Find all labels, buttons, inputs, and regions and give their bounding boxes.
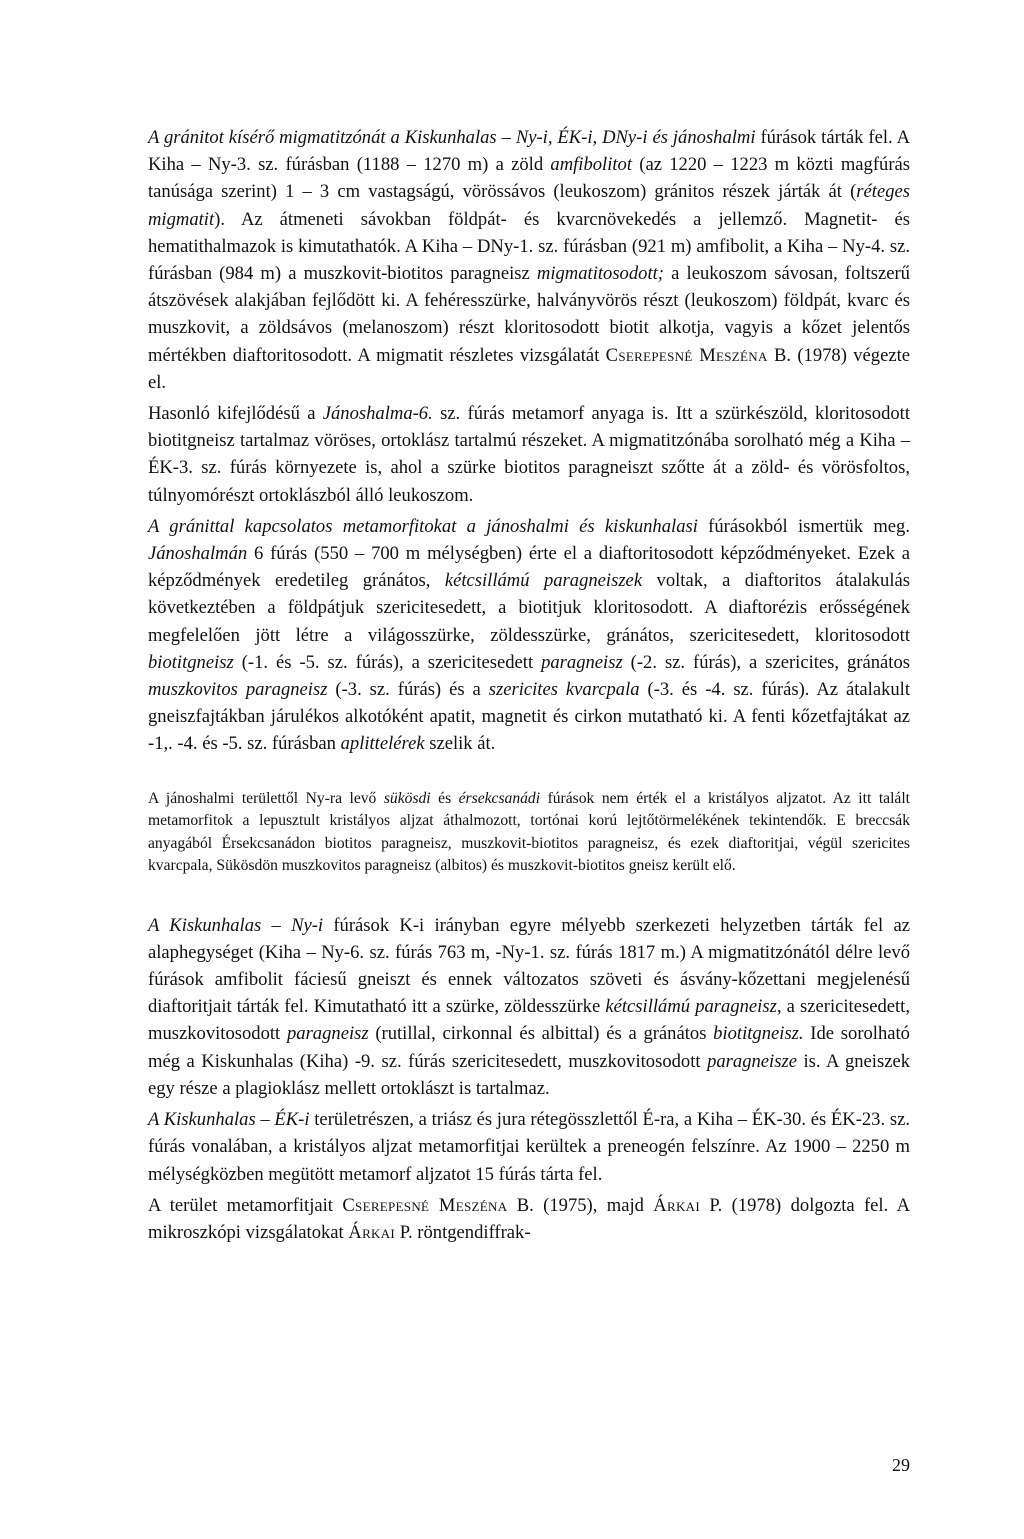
- text-run: a szericitesedett, muszkovitosodott: [148, 996, 910, 1045]
- italic-term: A gránittal kapcsolatos metamorfitokat a jánoshalmi és kiskunhalasi: [148, 515, 698, 537]
- text-run: A terület metamorfitjait: [148, 1194, 343, 1216]
- text-run: voltak, a diaftoritos átalakulás következtében a földpátjuk szericitesedett, a biotitjuk kloritosodott. A diaftorézis erősségének megfelelően jött létre a világosszürke, zöldesszürke, gránátos, szericitesedett, kloritosodott: [148, 570, 910, 646]
- italic-term: paragneisz: [286, 1023, 369, 1045]
- text-run: (-2. sz. fúrás), a szericites, gránátos: [622, 651, 910, 673]
- italic-term: amfibolitot: [550, 154, 633, 176]
- paragraph-3: [148, 513, 910, 758]
- text-run: P. (1978) dolgozta fel. A mikroszkópi vizsgálatokat: [148, 1194, 911, 1243]
- text-run: ). Az átmeneti sávokban földpát- és kvarcnövekedés a jellemző. Magnetit- és hematithalmazok is kimutathatók. A Kiha – DNy-1. sz. fúrásban (921 m) amfibolit, a Kiha – Ny-4. sz. fúrásban (984 m) a muszkovit-biotitos paragneisz: [148, 208, 910, 285]
- italic-term: Jánoshalma-6.: [322, 403, 433, 425]
- italic-term: paragneisz: [541, 651, 623, 673]
- text-run: B. (1978) végezte el.: [148, 344, 911, 393]
- text-run: B. (1975), majd: [507, 1194, 654, 1216]
- text-run: a leukoszom sávosan, foltszerű átszövések alakjában fejlődött ki. A fehéresszürke, halványvörös részt (leukoszom) földpát, kvarc és muszkovit, a zöldsávos (melanoszom) részt kloritosodott biotit alkotja, vagyis a kőzet jelentős mértékben diaftoritosodott. A migmatit részletes vizsgálatát: [148, 263, 910, 366]
- main-text-upper: [148, 124, 910, 758]
- text-run: (az 1220 – 1223 m közti magfúrás tanúsága szerint) 1 – 3 cm vastagságú, vörössávos (leukoszom) gránitos részek járták át (: [148, 154, 911, 203]
- author-name: Cserepesné Meszéna: [605, 344, 768, 366]
- italic-term: paragneisze: [707, 1050, 797, 1072]
- paragraph-2: [148, 400, 910, 509]
- italic-term: érsekcsanádi: [458, 789, 541, 807]
- italic-term: sükösdi: [383, 789, 431, 807]
- text-run: A jánoshalmi területtől Ny-ra levő: [148, 789, 384, 807]
- author-name: Árkai: [348, 1221, 396, 1243]
- text-run: fúrásokból ismertük meg.: [697, 515, 910, 537]
- italic-term: kétcsillámú paragneiszek: [444, 570, 643, 592]
- small-print-note: [148, 788, 910, 878]
- text-run: is. A gneiszek egy része a plagioklász mellett ortoklászt is tartalmaz.: [148, 1050, 911, 1099]
- text-run: 6 fúrás (550 – 700 m mélységben) érte el a diaftoritosodott képződményeket. Ezek a képződmények eredetileg gránátos,: [148, 543, 910, 592]
- page-number: 29: [892, 1455, 910, 1475]
- italic-term: migmatitosodott;: [536, 263, 664, 285]
- text-run: fúrások K-i irányban egyre mélyebb szerkezeti helyzetben tárták fel az alaphegységet (Kiha – Ny-6. sz. fúrás 763 m, -Ny-1. sz. fúrás 1817 m.) A migmatitzónától délre levő fúrások amfibolit fáciesű gneiszt és ennek változatos szöveti és ásvány-kőzettani megjelenésű diaftoritjait tárták fel. Kimutatható itt a szürke, zöldesszürke: [148, 914, 910, 1018]
- italic-term: kétcsillámú paragneisz,: [605, 996, 782, 1018]
- paragraph-6: [148, 1192, 910, 1246]
- text-run: Ide sorolható még a Kiskunhalas (Kiha) -9. sz. fúrás szericitesedett, muszkovitosodott: [148, 1023, 910, 1072]
- text-run: (-3. sz. fúrás) és a: [327, 679, 489, 701]
- italic-term: Jánoshalmán: [148, 543, 248, 565]
- italic-term: muszkovitos paragneisz: [148, 679, 328, 701]
- italic-term: szericites kvarcpala: [488, 679, 640, 701]
- paragraph-4: [148, 912, 910, 1102]
- italic-term: biotitgneisz.: [713, 1023, 804, 1045]
- text-run: területrészen, a triász és jura rétegösszlettől É-ra, a Kiha – ÉK-30. és ÉK-23. sz. fúrás vonalában, a kristályos aljzat metamorfitjai kerültek a preneogén felszínre. Az 1900 – 2250 m mélységközben megütött metamorf aljzatot 15 fúrás tárta fel.: [148, 1109, 910, 1185]
- italic-term: A Kiskunhalas – Ny-i: [148, 914, 324, 936]
- text-run: (-1. és -5. sz. fúrás), a szericitesedett: [233, 651, 542, 673]
- paragraph-5: [148, 1106, 910, 1188]
- text-run: fúrások tárták fel. A Kiha – Ny-3. sz. fúrásban (1188 – 1270 m) a zöld: [148, 127, 910, 176]
- text-run: és: [430, 789, 459, 807]
- author-name: Cserepesné Meszéna: [342, 1194, 508, 1216]
- italic-term: A gránitot kísérő migmatitzónát a Kiskunhalas – Ny-i, ÉK-i, DNy-i és jánoshalmi: [148, 127, 756, 148]
- italic-term: A Kiskunhalas – ÉK-i: [148, 1109, 310, 1131]
- text-run: (-3. és -4. sz. fúrás). Az átalakult gneiszfajtákban járulékos alkotóként apatit, magnetit és cirkon mutatható ki. A fenti kőzetfajtákat az -1,. -4. és -5. sz. fúrásban: [148, 679, 910, 755]
- text-run: (rutillal, cirkonnal és albittal) és a gránátos: [368, 1023, 714, 1045]
- italic-term: réteges migmatit: [148, 181, 910, 230]
- italic-term: biotitgneisz: [148, 651, 234, 673]
- author-name: Árkai: [653, 1194, 701, 1216]
- text-run: sz. fúrás metamorf anyaga is. Itt a szürkészöld, kloritosodott biotitgneisz tartalmaz vöröses, ortoklász tartalmú részeket. A migmatitzónába sorolható még a Kiha – ÉK-3. sz. fúrás környezete is, ahol a szürke biotitos paragneiszt szőtte át a zöld- és vörösfoltos, túlnyomórészt ortoklászból álló leukoszom.: [148, 403, 910, 506]
- italic-term: aplittelérek: [340, 733, 425, 755]
- paragraph-1: [148, 124, 910, 396]
- page-content: [148, 124, 910, 1246]
- main-text-lower: [148, 912, 910, 1246]
- text-run: Hasonló kifejlődésű a: [148, 403, 323, 425]
- text-run: fúrások nem érték el a kristályos aljzatot. Az itt talált metamorfitok a lepusztult kristályos aljzat áthalmozott, tortónai korú lejtőtörmelékének tekintendők. E breccsák anyagából Érsekcsanádon biotitos paragneisz, muszkovit-biotitos paragneisz, és ezek diaftoritjai, végül szericites kvarcpala, Sükösdön muszkovitos paragneisz (albitos) és muszkovit-biotitos gneisz került elő.: [148, 789, 910, 875]
- text-run: P. röntgendiffrak-: [395, 1221, 531, 1243]
- text-run: szelik át.: [424, 733, 496, 755]
